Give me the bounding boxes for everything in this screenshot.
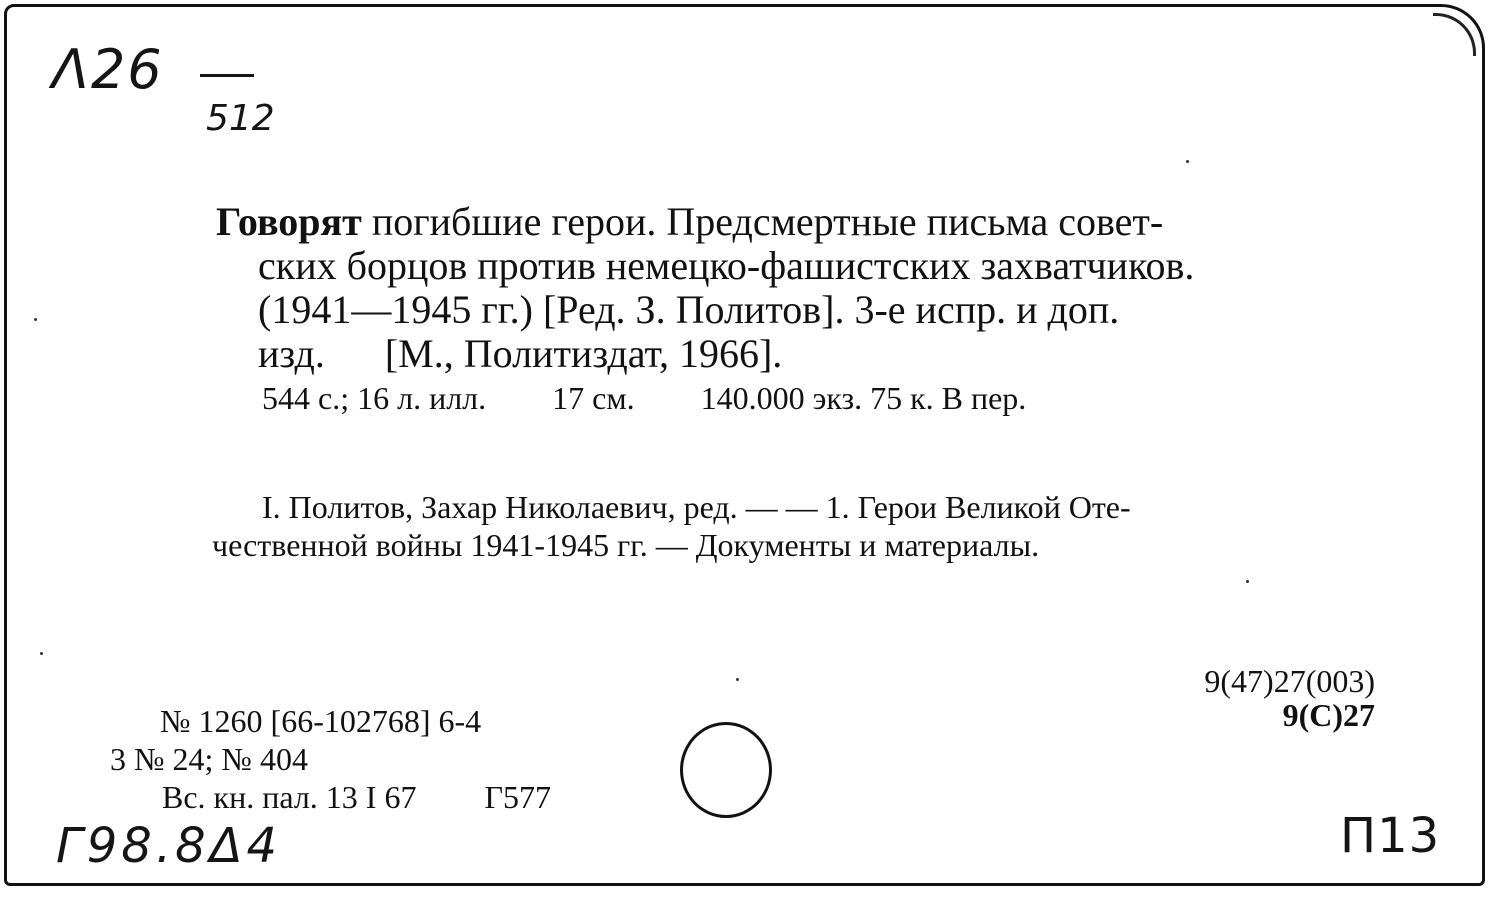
order-info: [110, 702, 551, 816]
classification-code-1: 9(47)27(003): [1204, 663, 1375, 699]
price-code: Г577: [484, 779, 551, 815]
tracing-line-2: чественной войны 1941-1945 гг. — Документы и материалы.: [212, 527, 1040, 563]
handwritten-dash: [200, 74, 254, 77]
entry-headword: Говорят: [216, 199, 362, 244]
handwritten-card-number: П13: [1340, 808, 1441, 864]
speck: [1186, 160, 1189, 163]
handwritten-inventory-number: Г98.8Δ4: [56, 818, 281, 874]
speck: [34, 318, 37, 321]
collation-print-run: 140.000 экз. 75 к. В пер.: [700, 380, 1027, 416]
order-issue: 3 № 24; № 404: [110, 741, 308, 777]
card-corner: [1433, 13, 1476, 56]
collation-line: [262, 380, 1092, 417]
entry-line-4: изд. [М., Политиздат, 1966].: [258, 331, 783, 376]
tracing-line-1: I. Политов, Захар Николаевич, ред. — — 1. Герои Великой Оте-: [262, 489, 1131, 525]
speck: [736, 678, 739, 681]
entry-line-2: ских борцов против немецко-фашистских захватчиков.: [258, 243, 1195, 288]
entry-line-1: [216, 200, 1376, 244]
chamber-line: [110, 778, 551, 816]
subject-tracings: [212, 488, 1372, 564]
speck: [1246, 580, 1249, 583]
bibliographic-entry: [216, 200, 1376, 376]
entry-title-start: погибшие герои. Предсмертные письма совет-: [371, 199, 1164, 244]
chamber-date: Вс. кн. пал. 13 I 67: [162, 779, 417, 815]
speck: [40, 652, 43, 655]
order-number: № 1260 [66-102768] 6-4: [160, 703, 482, 739]
handwritten-shelf-subcode: 512: [206, 98, 275, 139]
collation-pages: 544 с.; 16 л. илл.: [262, 380, 487, 416]
handwritten-shelf-code: Λ26: [52, 38, 164, 101]
classification-codes: [1204, 664, 1375, 732]
punch-hole: [680, 722, 772, 818]
collation-size: 17 см.: [552, 380, 635, 416]
entry-line-3: (1941—1945 гг.) [Ред. З. Политов]. 3-е испр. и доп.: [258, 287, 1120, 332]
classification-code-2: 9(С)27: [1282, 697, 1375, 733]
